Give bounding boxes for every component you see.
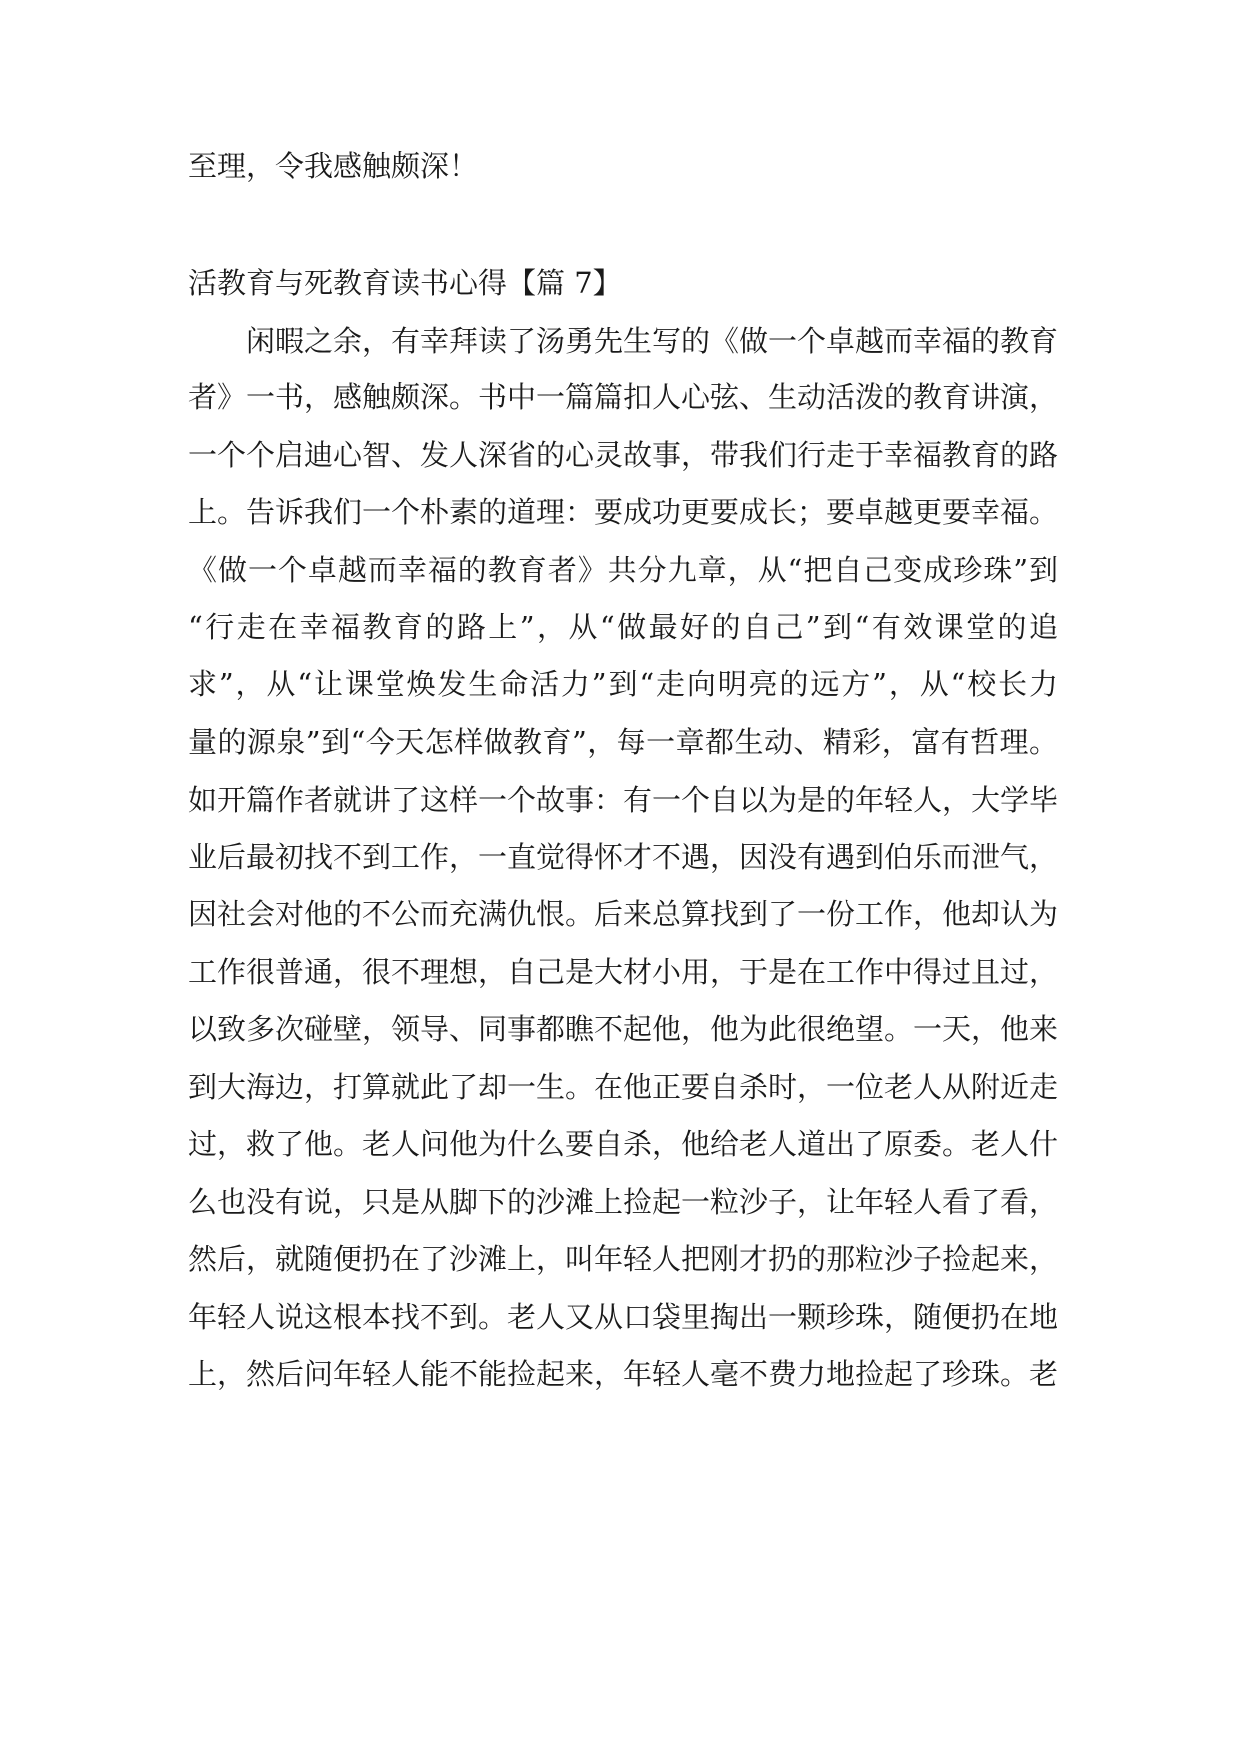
paragraph-line: 至理，令我感触颇深！	[188, 149, 479, 183]
paragraph-line: 者》一书，感触颇深。书中一篇篇扣人心弦、生动活泼的教育讲演，	[188, 380, 1059, 414]
paragraph-line: 闲暇之余，有幸拜读了汤勇先生写的《做一个卓越而幸福的教育	[246, 324, 1059, 358]
paragraph-line: 量的源泉”到“今天怎样做教育”，每一章都生动、精彩，富有哲理。	[188, 725, 1058, 759]
paragraph-line: 么也没有说，只是从脚下的沙滩上捡起一粒沙子，让年轻人看了看，	[188, 1185, 1059, 1219]
paragraph-line: 业后最初找不到工作，一直觉得怀才不遇，因没有遇到伯乐而泄气，	[188, 840, 1059, 874]
paragraph-line: 年轻人说这根本找不到。老人又从口袋里掏出一颗珍珠，随便扔在地	[188, 1300, 1059, 1334]
paragraph-line: 到大海边，打算就此了却一生。在他正要自杀时，一位老人从附近走	[188, 1070, 1059, 1104]
paragraph-line: 上，然后问年轻人能不能捡起来，年轻人毫不费力地捡起了珍珠。老	[188, 1357, 1059, 1391]
paragraph-line: 然后，就随便扔在了沙滩上，叫年轻人把刚才扔的那粒沙子捡起来，	[188, 1242, 1059, 1276]
section-heading: 活教育与死教育读书心得【篇 7】	[188, 266, 622, 300]
paragraph-line: 求”，从“让课堂焕发生命活力”到“走向明亮的远方”，从“校长力	[188, 667, 1058, 701]
paragraph-line: 因社会对他的不公而充满仇恨。后来总算找到了一份工作，他却认为	[188, 897, 1059, 931]
paragraph-line: 工作很普通，很不理想，自己是大材小用，于是在工作中得过且过，	[188, 955, 1059, 989]
paragraph-line: 过，救了他。老人问他为什么要自杀，他给老人道出了原委。老人什	[188, 1127, 1059, 1161]
paragraph-line: 如开篇作者就讲了这样一个故事：有一个自以为是的年轻人，大学毕	[188, 783, 1059, 817]
paragraph-line: 《做一个卓越而幸福的教育者》共分九章，从“把自己变成珍珠”到	[188, 553, 1058, 587]
paragraph-line: 以致多次碰壁，领导、同事都瞧不起他，他为此很绝望。一天，他来	[188, 1012, 1059, 1046]
paragraph-line: “行走在幸福教育的路上”，从“做最好的自己”到“有效课堂的追	[188, 610, 1058, 644]
paragraph-line: 上。告诉我们一个朴素的道理：要成功更要成长；要卓越更要幸福。	[188, 495, 1059, 529]
paragraph-line: 一个个启迪心智、发人深省的心灵故事，带我们行走于幸福教育的路	[188, 438, 1059, 472]
